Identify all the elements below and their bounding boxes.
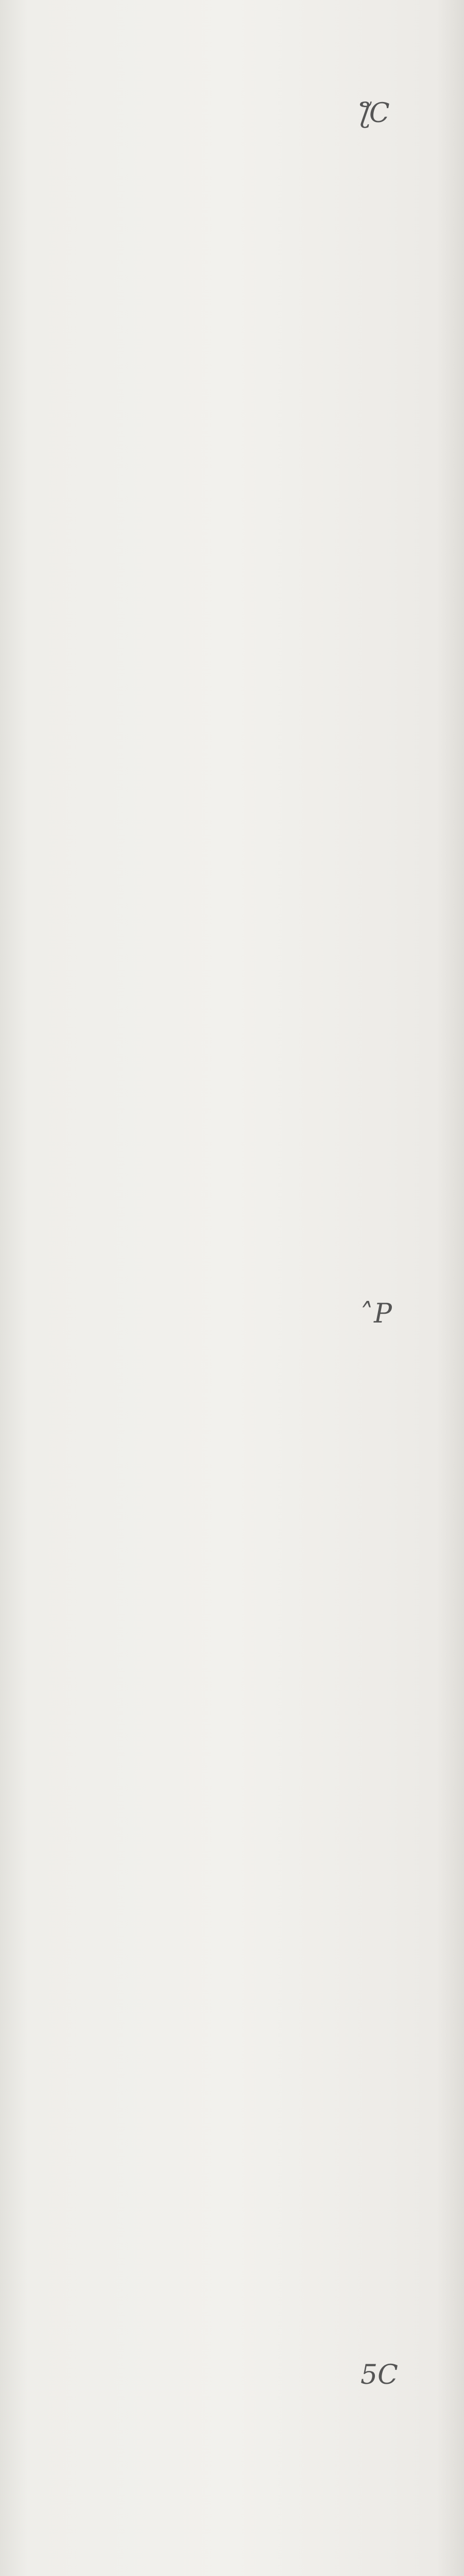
handwritten-mark: ƪC (360, 98, 390, 129)
handwritten-mark: ˄P (360, 1298, 392, 1329)
handwritten-mark: 5C (360, 2360, 398, 2391)
